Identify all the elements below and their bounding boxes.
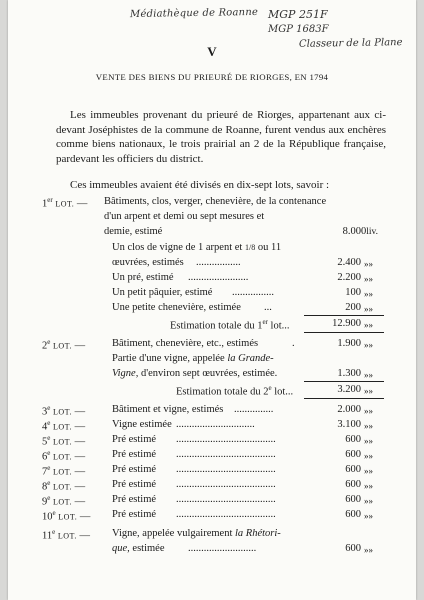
lot-2-building: Bâtiment, chenevière, etc., estimés — [112, 338, 259, 349]
lot-1-vine-line-1: Un clos de vigne de 1 arpent et 1/8 ou 11 — [112, 242, 282, 253]
lot-3-value: 2.000 — [337, 404, 361, 415]
handwritten-call-number-1: MGP 251F — [268, 8, 328, 21]
total-rule — [304, 398, 384, 399]
lot-3-description: Bâtiment et vigne, estimés — [112, 404, 224, 415]
lot-1-line-3: demie, estimé — [104, 226, 163, 237]
ditto-mark: »» — [364, 451, 373, 461]
leader-dots: ...................................... — [176, 464, 276, 475]
lot-5-description: Pré estimé — [112, 434, 157, 445]
lot-11-line-1: Vigne, appelée vulgairement la Rhétori- — [112, 528, 281, 539]
lot-4-description: Vigne estimée — [112, 419, 172, 430]
lot-6-value: 600 — [345, 449, 361, 460]
lot-1-value: 8.000liv. — [342, 226, 378, 237]
leader-dots: ...................................... — [176, 434, 276, 445]
leader-dots: ....................... — [188, 272, 249, 283]
section-number: V — [207, 44, 217, 59]
ditto-mark: »» — [364, 304, 373, 314]
lot-7-description: Pré estimé — [112, 464, 157, 475]
lot-8-description: Pré estimé — [112, 479, 157, 490]
lot-1-total-value: 12.900 — [332, 318, 361, 329]
page-title: VENTE DES BIENS DU PRIEURÉ DE RIORGES, EN 1794 — [95, 72, 329, 82]
lot-1-meadow-value: 2.200 — [337, 272, 361, 283]
lot-2-vine-line-1: Partie d'une vigne, appelée la Grande- — [112, 353, 274, 364]
leader-dots: ...................................... — [176, 479, 276, 490]
ditto-mark: »» — [364, 370, 373, 380]
lot-4-label: 4e LOT. — — [42, 419, 86, 433]
ditto-mark: »» — [364, 274, 373, 284]
lot-11-line-2: que, estimée — [112, 543, 165, 554]
lot-10-label: 10e LOT. — — [42, 509, 91, 523]
division-paragraph: Ces immeubles avaient été divisés en dix-sept lots, savoir : — [70, 179, 330, 191]
leader-dots: . — [292, 338, 295, 349]
total-rule — [304, 332, 384, 333]
lot-2-building-value: 1.900 — [337, 338, 361, 349]
lot-10-value: 600 — [345, 509, 361, 520]
leader-dots: .......................... — [188, 543, 257, 554]
leader-dots: ................. — [196, 257, 241, 268]
lot-1-hemp-value: 200 — [345, 302, 361, 313]
sum-rule — [304, 315, 384, 316]
ditto-mark: »» — [364, 421, 373, 431]
lot-1-meadow: Un pré, estimé — [112, 272, 174, 283]
lot-1-hemp-field: Une petite chenevière, estimée — [112, 302, 241, 313]
lot-5-value: 600 — [345, 434, 361, 445]
lot-2-total-label: Estimation totale du 2e lot... — [176, 384, 294, 398]
lot-11-label: 11e LOT. — — [42, 528, 90, 542]
leader-dots: ...................................... — [176, 494, 276, 505]
lot-5-label: 5e LOT. — — [42, 434, 86, 448]
lot-1-label: 1er LOT. — — [42, 196, 88, 210]
ditto-mark: »» — [364, 320, 373, 330]
lot-7-value: 600 — [345, 464, 361, 475]
lot-2-vine-line-2: Vigne, d'environ sept œuvrées, estimée. — [112, 368, 278, 379]
ditto-mark: »» — [364, 289, 373, 299]
ditto-mark: »» — [364, 259, 373, 269]
lot-6-label: 6e LOT. — — [42, 449, 86, 463]
ditto-mark: »» — [364, 436, 373, 446]
leader-dots: ............... — [234, 404, 274, 415]
lot-1-total-label: Estimation totale du 1er lot... — [170, 318, 290, 332]
leader-dots: ...................................... — [176, 509, 276, 520]
lot-1-line-2: d'un arpent et demi ou sept mesures et — [104, 211, 265, 222]
lot-1-pasture: Un petit pâquier, estimé — [112, 287, 213, 298]
lot-11-value: 600 — [345, 543, 361, 554]
lot-2-total-value: 3.200 — [337, 384, 361, 395]
lot-9-label: 9e LOT. — — [42, 494, 86, 508]
handwritten-library-note: Médiathèque de Roanne — [129, 6, 259, 21]
lot-2-vine-value: 1.300 — [337, 368, 361, 379]
leader-dots: .............................. — [176, 419, 255, 430]
lot-1-pasture-value: 100 — [345, 287, 361, 298]
lot-8-label: 8e LOT. — — [42, 479, 86, 493]
leader-dots: ... — [264, 302, 272, 313]
lot-3-label: 3e LOT. — — [42, 404, 86, 418]
lot-9-description: Pré estimé — [112, 494, 157, 505]
document-page — [8, 0, 416, 600]
lot-1-line-1: Bâtiments, clos, verger, chenevière, de la contenance — [104, 196, 327, 207]
lot-4-value: 3.100 — [337, 419, 361, 430]
leader-dots: ...................................... — [176, 449, 276, 460]
lot-1-vine-value: 2.400 — [337, 257, 361, 268]
intro-paragraph: Les immeubles provenant du prieuré de Riorges, appartenant aux ci-devant Joséphistes de la commune de Roanne, furent vendus aux enchères comme biens nationaux, le trois prairial an 2 de la République française, pardevant les officiers du district. — [56, 109, 386, 165]
lot-8-value: 600 — [345, 479, 361, 490]
handwritten-call-number-2: MGP 1683F — [268, 24, 329, 35]
lot-6-description: Pré estimé — [112, 449, 157, 460]
ditto-mark: »» — [364, 386, 373, 396]
ditto-mark: »» — [364, 340, 373, 350]
lot-9-value: 600 — [345, 494, 361, 505]
leader-dots: ................ — [232, 287, 274, 298]
ditto-mark: »» — [364, 545, 373, 555]
sum-rule — [304, 381, 384, 382]
ditto-mark: »» — [364, 466, 373, 476]
ditto-mark: »» — [364, 511, 373, 521]
ditto-mark: »» — [364, 481, 373, 491]
lot-7-label: 7e LOT. — — [42, 464, 86, 478]
lot-1-vine-line-2: œuvrées, estimés — [112, 257, 184, 268]
lot-10-description: Pré estimé — [112, 509, 157, 520]
lot-2-label: 2e LOT. — — [42, 338, 86, 352]
ditto-mark: »» — [364, 406, 373, 416]
handwritten-classification: Classeur de la Plane — [298, 37, 403, 50]
ditto-mark: »» — [364, 496, 373, 506]
